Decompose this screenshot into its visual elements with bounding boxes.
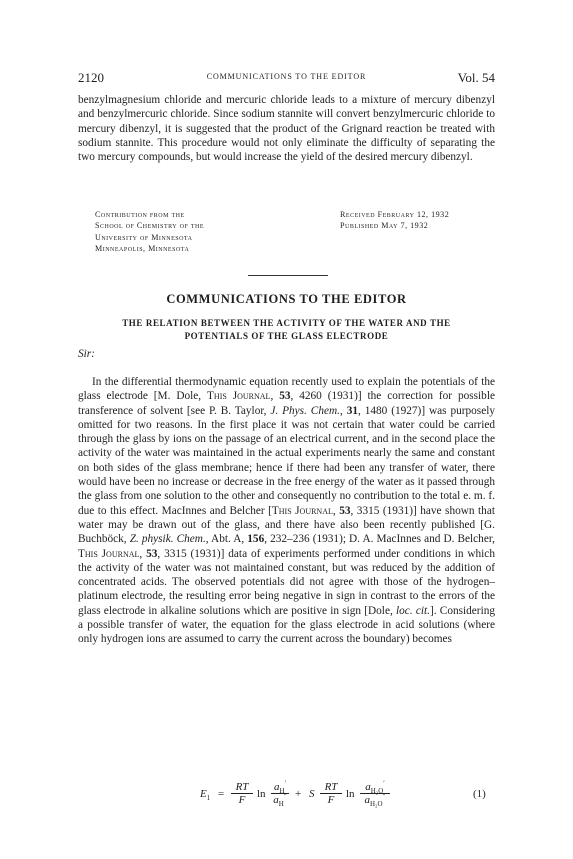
equation-number: (1): [473, 788, 486, 800]
running-head: [78, 70, 495, 88]
body-text-run: This Journal: [207, 390, 271, 403]
eq-fraction-rt-f-2: $\frac{RT}{F}$: [320, 781, 342, 806]
body-text-run: 53: [146, 547, 158, 560]
body-text-run: ,: [270, 390, 280, 403]
body-text-run: This Journal: [271, 504, 333, 517]
body-text-run: ,: [139, 547, 147, 560]
body-text-run: , 1480 (1927)] was purposely omitted for two reasons. In the first place it was not certain that water could be carried through the glass by ions on the passage of an electrical current, and in the second place the activity of the water was maintained in the actual experiments nearly the same and constant on both sides of the glass membrane; hence if there had been any transfer of water, there would have been no increase or decrease in the free energy of the water as it passed through the glass from one solution to the other and consequently no contribution to the total e. m. f. due to this effect. MacInnes and Belcher [: [78, 404, 495, 517]
section-divider: [248, 275, 328, 276]
body-text-run: , Abt. A,: [205, 533, 248, 546]
body-text-run: 53: [279, 390, 291, 403]
body-text-run: ,: [332, 504, 340, 517]
body-text-run: , 4260 (1931)] the correction for possible transference of solvent [see P. B. Taylor,: [78, 390, 495, 417]
affiliation-line: University of Minnesota: [95, 232, 193, 242]
body-text-run: loc. cit.: [396, 604, 430, 617]
eq-fraction-activity-h: $\frac{a_H'}{a_H''}$: [271, 781, 289, 806]
eq-ln: ln: [257, 788, 266, 800]
body-text-run: , 232–236 (1931); D. A. MacInnes and D. Belcher,: [264, 533, 495, 546]
body-text-run: , 3315 (1931)] data of experiments performed under conditions in which the activity of the water was not maintained constant, but was reduced by the addition of concentrated acids. The observed potentials did not agree with those of the hydrogen–platinum electrode, the resulting error being negative in sign in contrast to the errors of the glass electrode in alkaline solutions which are positive in sign [Dole,: [78, 547, 495, 617]
author-affiliation: [95, 209, 204, 255]
body-text-run: ]. Considering a possible transfer of water, the equation for the glass electrode in acid solutions (where only hydrogen ions are assumed to carry the current across the boundary) becomes: [78, 604, 496, 646]
page-number: 2120: [78, 70, 104, 85]
body-text-run: 31: [346, 404, 358, 417]
eq-ln-2: ln: [346, 788, 355, 800]
eq-equals: =: [218, 788, 225, 800]
body-text-run: Z. physik. Chem.: [129, 533, 206, 546]
published-date: Published May 7, 1932: [340, 221, 429, 231]
section-heading: COMMUNICATIONS TO THE EDITOR: [166, 292, 407, 306]
volume-label: Vol. 54: [457, 70, 495, 85]
eq-fraction-rt-f: $\frac{RT}{F}$: [231, 781, 253, 806]
eq-plus: +: [295, 788, 302, 800]
journal-section-title: COMMUNICATIONS TO THE EDITOR: [206, 72, 367, 81]
publication-dates: [340, 209, 449, 232]
eq-s: S: [309, 788, 315, 800]
equation-1: [200, 781, 500, 821]
article-title-line: POTENTIALS OF THE GLASS ELECTRODE: [184, 330, 389, 341]
article-title: [0, 317, 573, 342]
body-text-run: 156: [247, 533, 265, 546]
body-text-run: This Journal: [78, 547, 140, 560]
eq-lhs: $E_1$: [200, 788, 211, 803]
body-text-run: 53: [339, 504, 351, 517]
previous-article-paragraph: benzylmagnesium chloride and mercuric chloride leads to a mixture of mercury dibenzyl and benzylmercuric chloride. Since sodium stannite will convert benzylmercuric chloride to mercury dibenzyl, it is suggested that the product of the Grignard reaction be treated with sodium stannite. This procedure would not only eliminate the difficulty of separating the two mercury compounds, but would increase the yield of the desired mercury dibenzyl.: [78, 94, 495, 164]
affiliation-line: Contribution from the: [95, 210, 185, 219]
received-date: Received February 12, 1932: [340, 210, 450, 219]
body-text-run: In the differential thermodynamic equation recently used to explain the potentials of the glass electrode [M. Dole,: [78, 376, 495, 403]
affiliation-line: Minneapolis, Minnesota: [95, 244, 190, 254]
article-title-line: THE RELATION BETWEEN THE ACTIVITY OF THE WATER AND THE: [122, 318, 451, 328]
body-text-run: , 3315 (1931)] have shown that water may be drawn out of the glass, and there have also been recently published [G. Buchböck,: [78, 504, 495, 546]
eq-fraction-activity-water: $\frac{a_{H_2O}'}{a_{H_2O}''}$: [360, 781, 390, 806]
body-text-run: ,: [339, 404, 347, 417]
affiliation-line: School of Chemistry of the: [95, 221, 204, 231]
article-body: [78, 375, 495, 647]
salutation: Sir:: [78, 348, 95, 360]
body-text-run: J. Phys. Chem.: [270, 404, 340, 417]
